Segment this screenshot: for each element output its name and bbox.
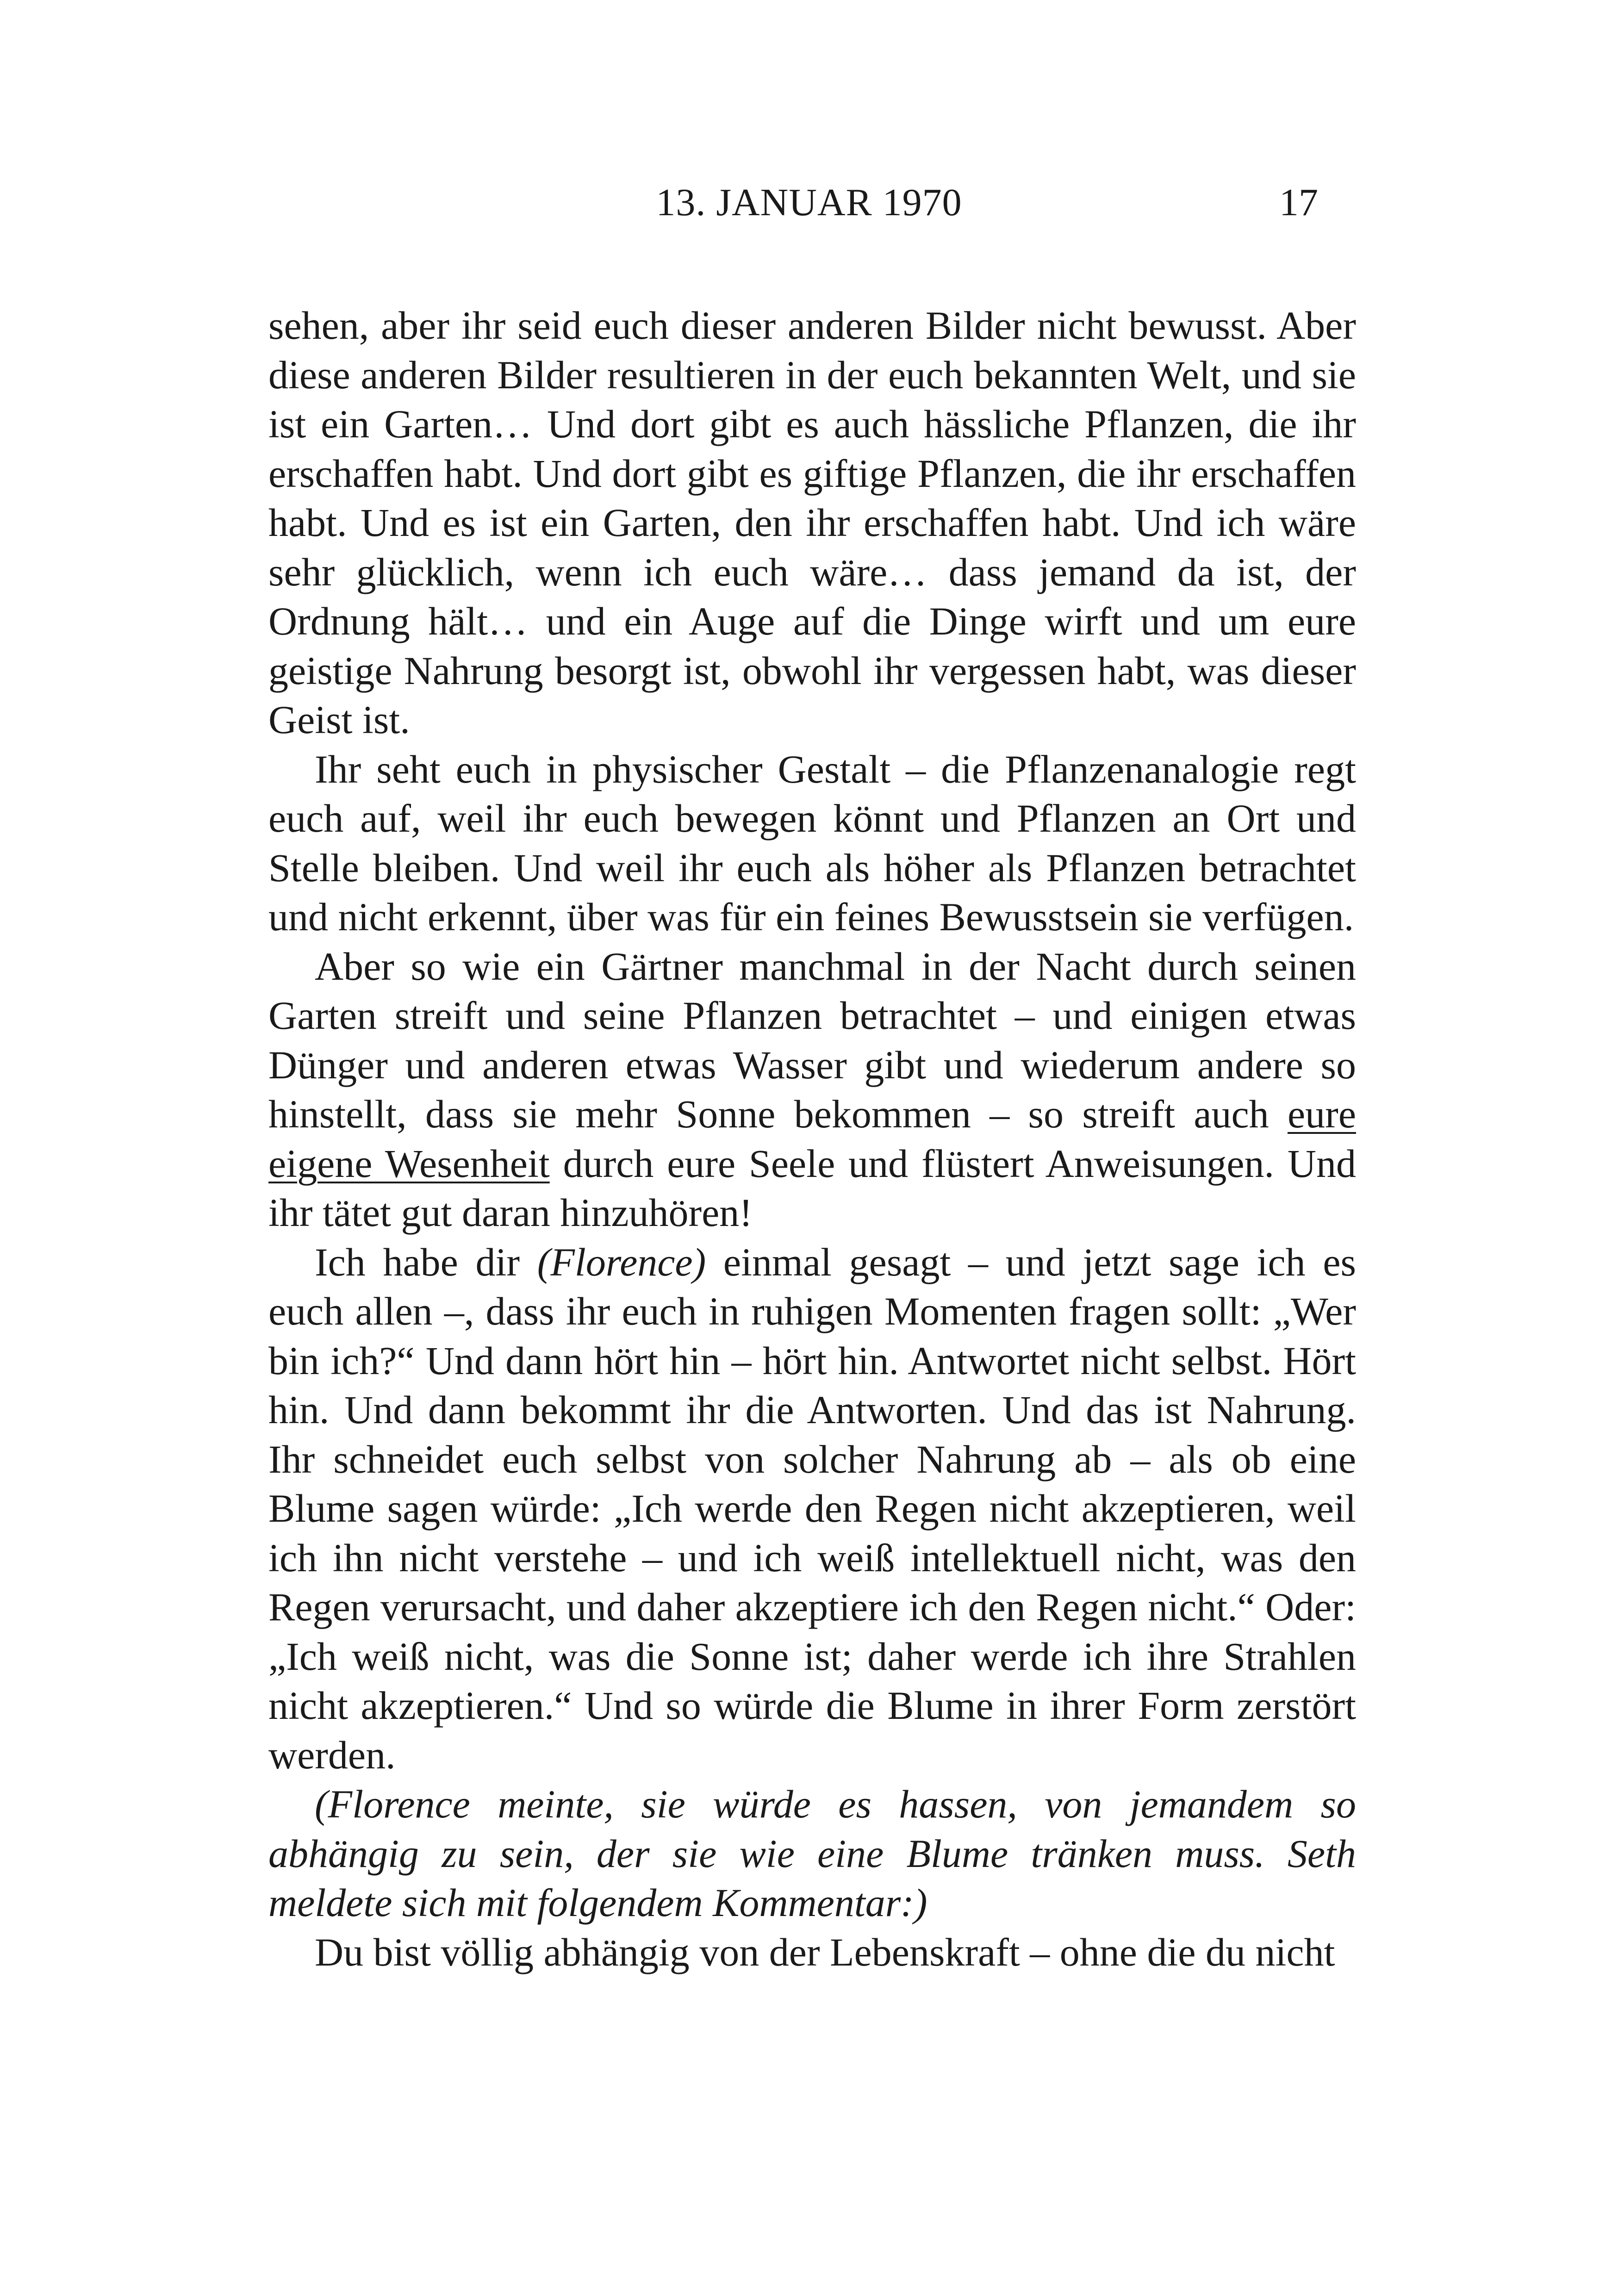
chapter-date-title: 13. JANUAR 1970 bbox=[656, 181, 962, 224]
underlined-phrase: eure eigene Wesenheit bbox=[268, 1092, 1356, 1186]
running-head bbox=[0, 175, 1618, 230]
body-text bbox=[268, 301, 1356, 1977]
paragraph-5-italic-note: (Florence meinte, sie würde es hassen, von jemandem so abhängig zu sein, der sie wie eine Blume tränken muss. Seth meldete sich mit folgendem Kommentar:) bbox=[268, 1782, 1356, 1925]
paragraph-4 bbox=[268, 1238, 1356, 1780]
paragraph-3-text-a: Aber so wie ein Gärtner manchmal in der Nacht durch seinen Garten streift und seine Pflanzen betrachtet – und einigen etwas Dünger und anderen etwas Wasser gibt und wiederum andere so hinstellt, dass sie mehr Sonne bekommen – so streift auch bbox=[268, 944, 1356, 1136]
paragraph-1: sehen, aber ihr seid euch dieser anderen Bilder nicht bewusst. Aber diese anderen Bilder resultieren in der euch bekannten Welt, und sie ist ein Garten… Und dort gibt es auch hässliche Pflanzen, die ihr erschaffen habt. Und dort gibt es giftige Pflanzen, die ihr erschaffen habt. Und es ist ein Garten, den ihr erschaffen habt. Und ich wäre sehr glücklich, wenn ich euch wäre… dass jemand da ist, der Ordnung hält… und ein Auge auf die Dinge wirft und um eure geistige Nahrung besorgt ist, obwohl ihr vergessen habt, was dieser Geist ist. bbox=[268, 303, 1356, 742]
paragraph-4-text-b: einmal gesagt – und jetzt sage ich es euch allen –, dass ihr euch in ruhigen Momenten fragen sollt: „Wer bin ich?“ Und dann hört hin – hört hin. Antwortet nicht selbst. Hört hin. Und dann bekommt ihr die Antworten. Und das ist Nahrung. Ihr schneidet euch selbst von solcher Nahrung ab – als ob eine Blume sagen würde: „Ich werde den Regen nicht akzeptieren, weil ich ihn nicht verstehe – und ich weiß intellektuell nicht, was den Regen verursacht, und daher akzeptiere ich den Regen nicht.“ Oder: „Ich weiß nicht, was die Sonne ist; daher werde ich ihre Strahlen nicht akzeptieren.“ Und so würde die Blume in ihrer Form zerstört werden. bbox=[268, 1239, 1356, 1777]
paragraph-3-text-b: durch eure Seele und flüstert Anweisungen. Und ihr tätet gut daran hinzuhören! bbox=[268, 1141, 1357, 1235]
paragraph-2: Ihr seht euch in physischer Gestalt – die Pflanzenanalogie regt euch auf, weil ihr euch bewegen könnt und Pflanzen an Ort und Stelle bleiben. Und weil ihr euch als höher als Pflanzen betrachtet und nicht erkennt, über was für ein feines Bewusstsein sie verfügen. bbox=[268, 747, 1356, 939]
paragraph-6: Du bist völlig abhängig von der Lebenskraft – ohne die du nicht bbox=[315, 1929, 1335, 1974]
paragraph-4-text-a: Ich habe dir bbox=[315, 1239, 537, 1284]
paragraph-3 bbox=[268, 942, 1356, 1238]
page-number: 17 bbox=[1279, 181, 1318, 224]
italic-aside: (Florence) bbox=[537, 1239, 706, 1284]
